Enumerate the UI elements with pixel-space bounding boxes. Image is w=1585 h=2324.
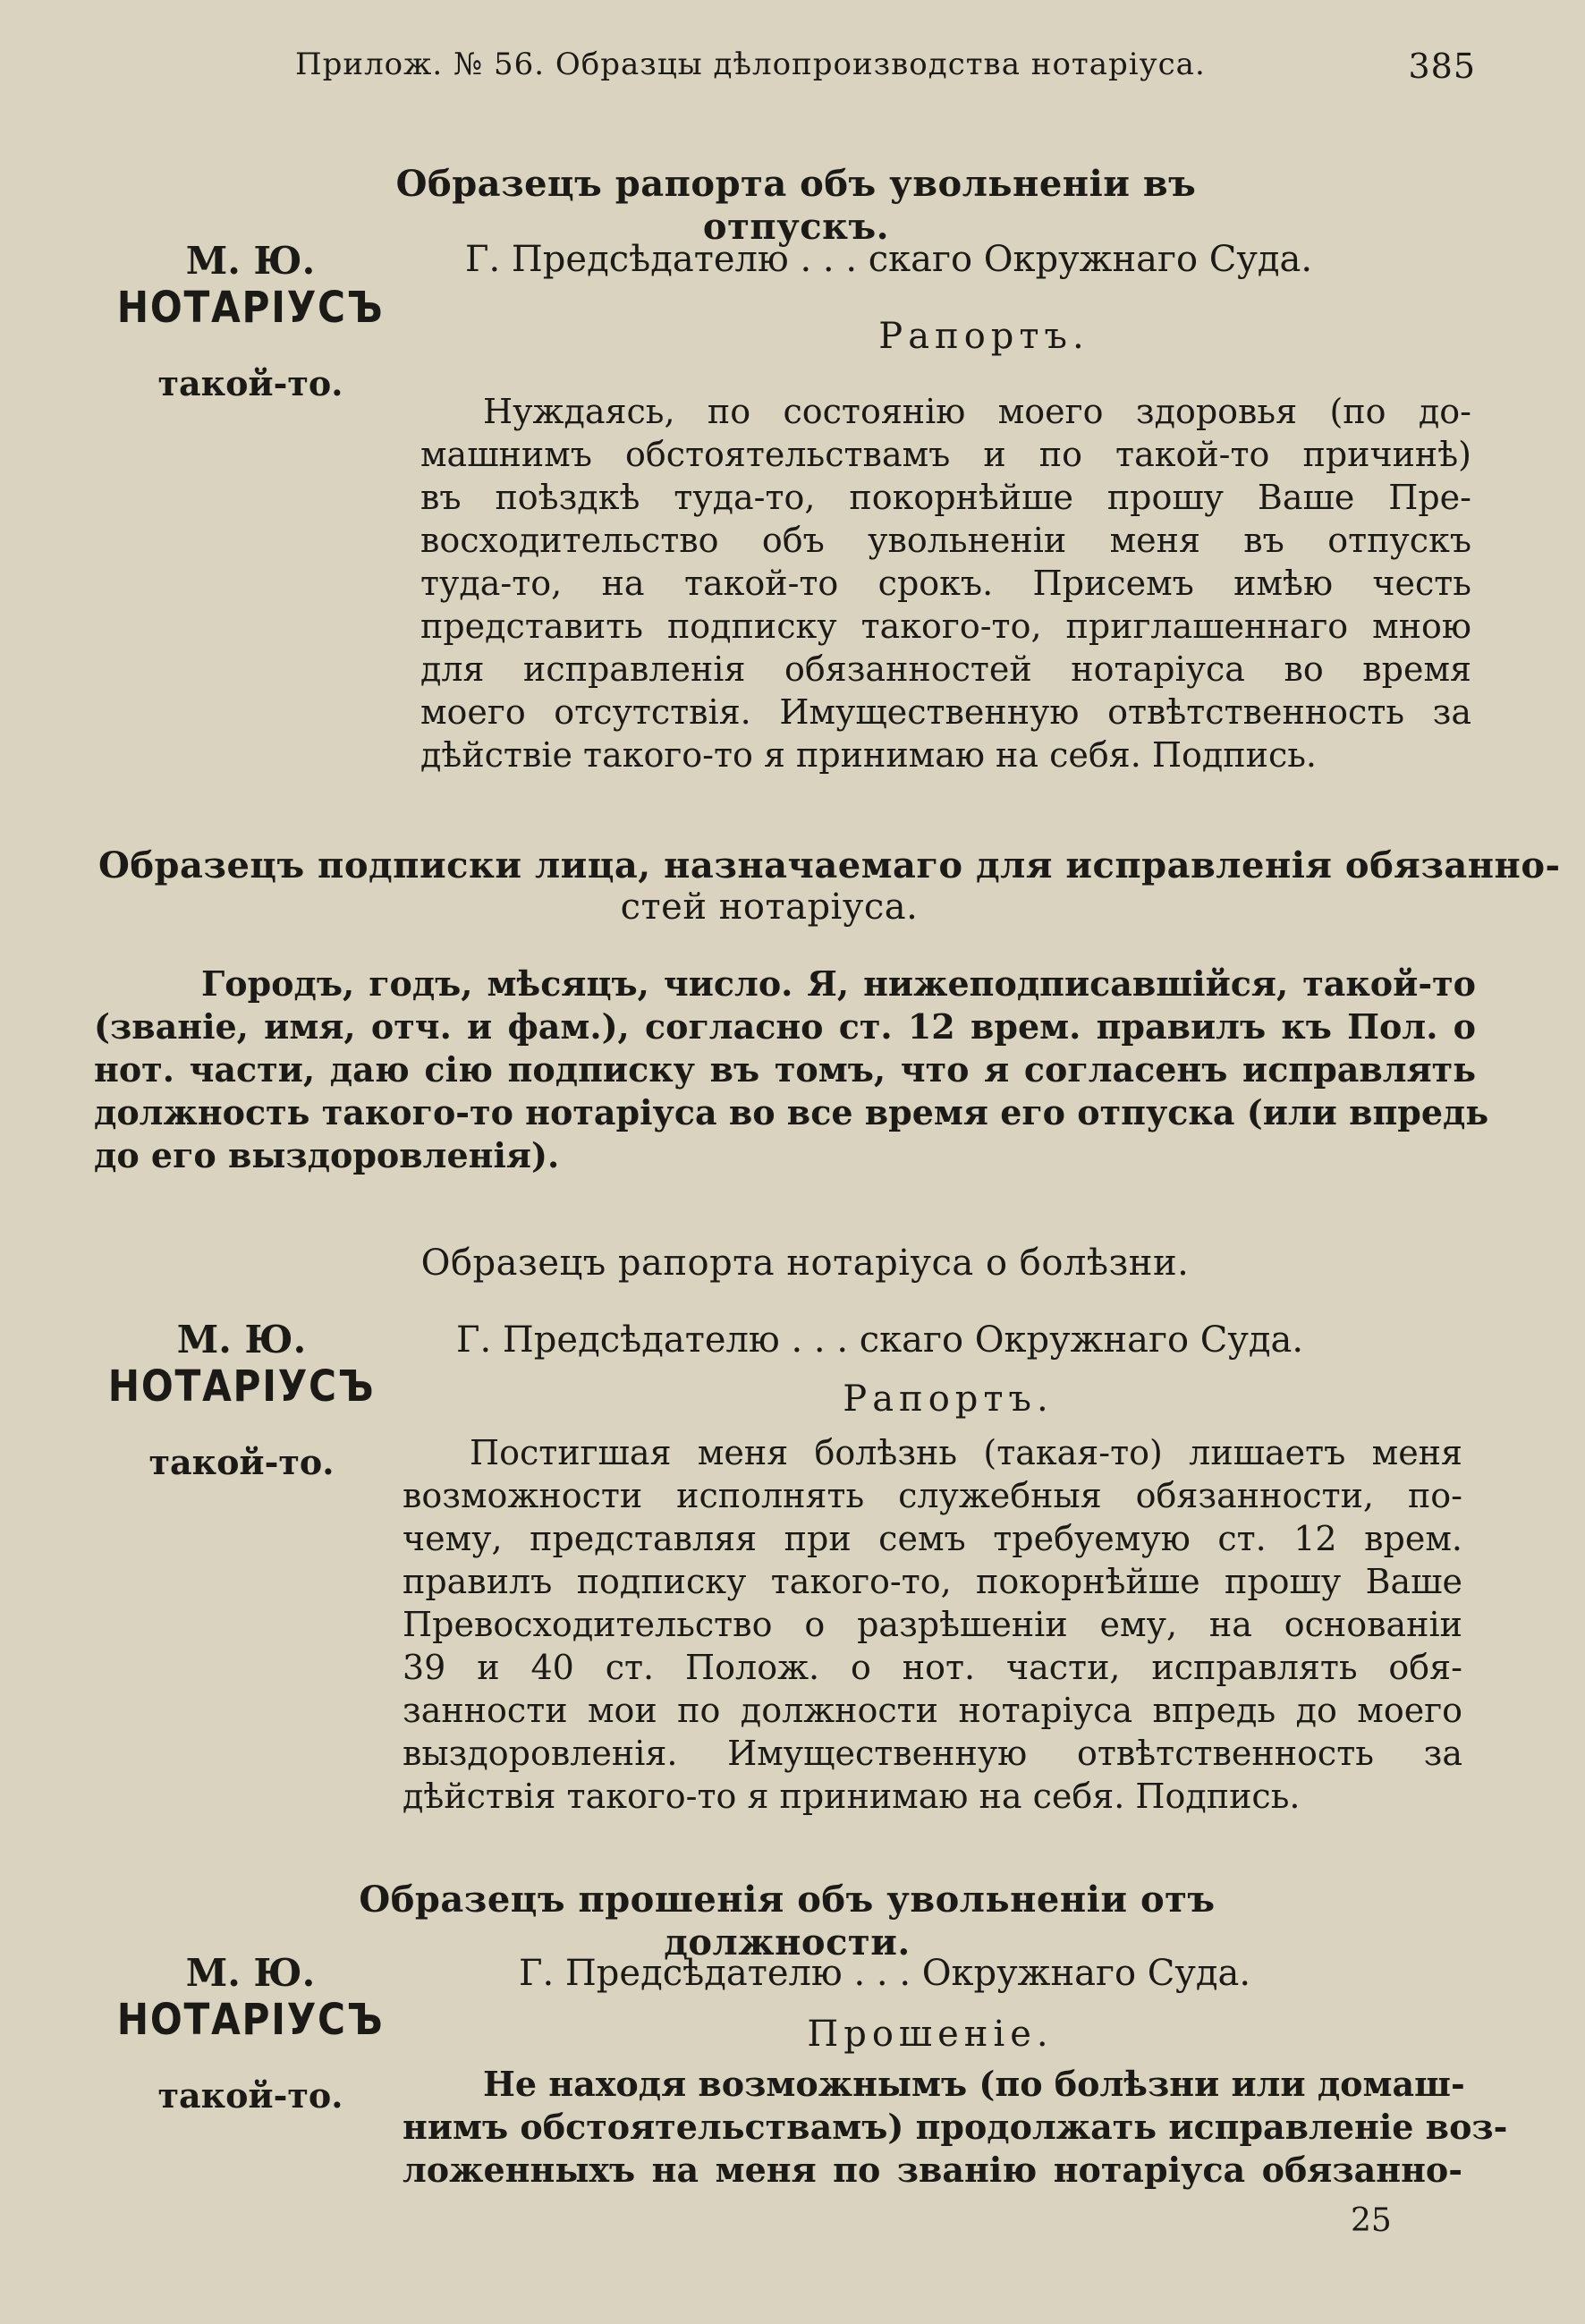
body-line: Городъ, годъ, мѣсяцъ, число. Я, нижеподписавшійся, такой-то — [201, 963, 1476, 1004]
section1-doc-title: Рапортъ. — [878, 316, 1089, 357]
stamp-name: такой-то. — [157, 363, 343, 403]
running-head-text: Прилож. № 56. Образцы дѣлопроизводства нотаріуса. — [295, 47, 1206, 82]
body-line: занности мои по должности нотаріуса впредь до моего — [403, 1691, 1462, 1730]
section4-heading: Образецъ прошенія объ увольненіи отъ должности. — [359, 1879, 1216, 1964]
stamp-initials: М. Ю. — [185, 239, 316, 283]
stamp-initials: М. Ю. — [176, 1318, 307, 1361]
body-line: дѣйствія такого-то я принимаю на себя. Подпись. — [403, 1777, 1301, 1816]
body-line: для исправленія обязанностей нотаріуса во время — [420, 649, 1471, 689]
section3-addressee: Г. Предсѣдателю . . . скаго Окружнаго Суда. — [456, 1319, 1304, 1361]
body-line: Превосходительство о разрѣшеніи ему, на основаніи — [403, 1605, 1462, 1644]
body-line: до его выздоровленія). — [94, 1135, 560, 1175]
section4-doc-title: Прошеніе. — [807, 2014, 1054, 2055]
body-line: нот. части, даю сію подписку въ томъ, что я согласенъ исправлять — [94, 1049, 1476, 1090]
body-line: чему, представляя при семъ требуемую ст. 12 врем. — [403, 1519, 1462, 1558]
stamp-title: НОТАРІУСЪ — [107, 1361, 376, 1412]
stamp-name: такой-то. — [148, 1442, 335, 1482]
body-line: выздоровленія. Имущественную отвѣтственность за — [403, 1734, 1462, 1773]
body-line: моего отсутствія. Имущественную отвѣтственность за — [420, 692, 1471, 732]
body-line: (званіе, имя, отч. и фам.), согласно ст. 12 врем. правилъ къ Пол. о — [94, 1006, 1476, 1047]
section2-heading-line2: стей нотаріуса. — [620, 886, 919, 928]
body-line: въ поѣздкѣ туда-то, покорнѣйше прошу Ваше Пре- — [420, 478, 1471, 517]
body-line: восходительство объ увольненіи меня въ отпускъ — [420, 521, 1471, 560]
body-line: возможности исполнять служебныя обязанности, по- — [403, 1476, 1462, 1515]
body-line: Постигшая меня болѣзнь (такая-то) лишаетъ меня — [470, 1433, 1462, 1472]
notary-stamp-3 — [98, 1952, 403, 2116]
notary-stamp-1 — [98, 240, 403, 404]
notary-stamp-2 — [89, 1319, 394, 1483]
section3-doc-title: Рапортъ. — [843, 1378, 1054, 1420]
running-head — [295, 47, 1476, 100]
body-line: должность такого-то нотаріуса во все время его отпуска (или впредь — [94, 1092, 1489, 1132]
section1-body — [420, 390, 1471, 776]
body-line: ложенныхъ на меня по званію нотаріуса обязанно- — [403, 2150, 1462, 2190]
body-line: машнимъ обстоятельствамъ и по такой-то причинѣ) — [420, 435, 1471, 474]
body-line: правилъ подписку такого-то, покорнѣйше прошу Ваше — [403, 1562, 1462, 1601]
section4-body — [403, 2063, 1508, 2192]
stamp-title: НОТАРІУСЪ — [116, 283, 385, 333]
section1-heading: Образецъ рапорта объ увольненіи въ отпускъ. — [395, 163, 1197, 248]
body-line: туда-то, на такой-то срокъ. Присемъ имѣю честь — [420, 564, 1471, 603]
section1-addressee: Г. Предсѣдателю . . . скаго Окружнаго Суда. — [465, 239, 1313, 280]
body-line: 39 и 40 ст. Полож. о нот. части, исправлять обя- — [403, 1648, 1462, 1687]
section3-heading: Образецъ рапорта нотаріуса о болѣзни. — [420, 1243, 1190, 1284]
stamp-name: такой-то. — [157, 2075, 343, 2116]
page-number: 385 — [1408, 47, 1476, 86]
section2-heading-line1: Образецъ подписки лица, назначаемаго для исправленія обязанно- — [98, 844, 1561, 886]
body-line: Нуждаясь, по состоянію моего здоровья (по до- — [483, 392, 1471, 431]
body-line: представить подписку такого-то, приглашеннаго мною — [420, 606, 1471, 646]
body-line: нимъ обстоятельствамъ) продолжать исправленіе воз- — [403, 2107, 1508, 2147]
section4-addressee: Г. Предсѣдателю . . . Окружнаго Суда. — [519, 1953, 1251, 1994]
signature-mark: 25 — [1351, 2202, 1392, 2239]
stamp-initials: М. Ю. — [185, 1951, 316, 1995]
body-line: Не находя возможнымъ (по болѣзни или домаш- — [483, 2064, 1465, 2104]
section2-body — [94, 963, 1489, 1177]
body-line: дѣйствіе такого-то я принимаю на себя. Подпись. — [420, 735, 1317, 775]
stamp-title: НОТАРІУСЪ — [116, 1995, 385, 2045]
section3-body — [403, 1431, 1462, 1818]
